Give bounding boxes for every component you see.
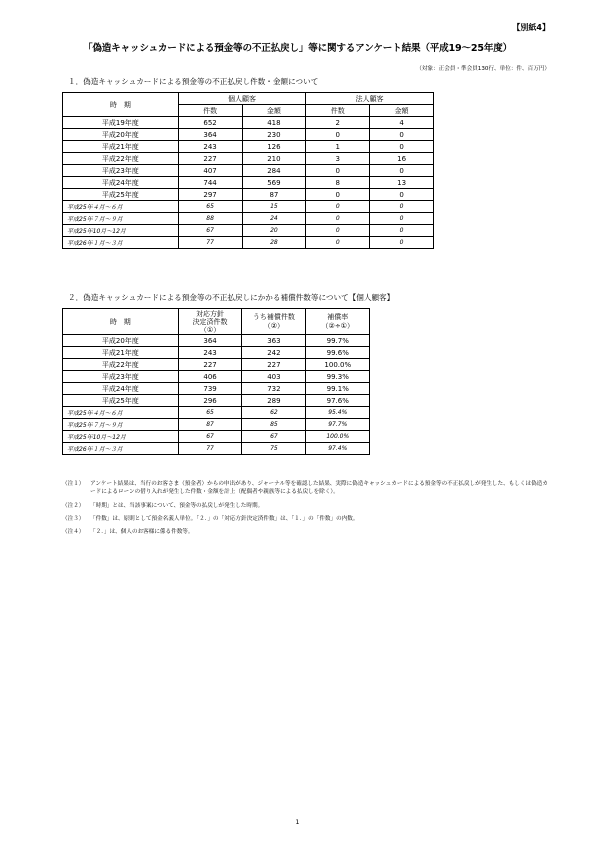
table-row [63,335,434,347]
note-key: （注３） [62,516,85,522]
cell-value: 0 [370,237,434,249]
header-compensated-l1: うち補償件数 [252,312,295,321]
cell-value: 95.4% [306,407,370,419]
cell-value: 97.4% [306,443,370,455]
cell-value: 0 [370,165,434,177]
cell-value: 88 [178,213,242,225]
row-label: 平成23年度 [63,371,179,383]
cell-value: 289 [242,395,306,407]
note-item [62,502,552,510]
header-decided-l1: 対応方針 [196,309,225,318]
cell-value: 364 [178,335,242,347]
cell-value: 3 [306,153,370,165]
cell-value: 67 [178,225,242,237]
subrow-label: 平成25年４月〜６月 [63,407,179,419]
cell-value: 403 [242,371,306,383]
cell-value: 8 [306,177,370,189]
table-subrow [63,443,434,455]
fraud-table [62,92,434,249]
table-row [63,153,434,165]
row-label: 平成25年度 [63,189,179,201]
row-label: 平成22年度 [63,153,179,165]
empty-cell [370,395,434,407]
cell-value: 1 [306,141,370,153]
cell-value: 0 [306,213,370,225]
cell-value: 99.6% [306,347,370,359]
row-label: 平成23年度 [63,165,179,177]
header-amount: 金額 [370,105,434,117]
empty-cell [370,309,434,335]
cell-value: 99.1% [306,383,370,395]
cell-value: 227 [242,359,306,371]
cell-value: 0 [370,201,434,213]
cell-value: 77 [178,237,242,249]
cell-value: 28 [242,237,306,249]
table-subrow [63,225,434,237]
cell-value: 87 [242,189,306,201]
note-text: アンケート結果は、当行のお客さま（預金者）からの申出があり、ジャーナル等を確認した結果、実際に偽造キャッシュカードによる預金等の不正払戻しが発生した、もしくは偽造カードによるローンの借り入れが発生した件数・金額を計上（配偶者や親族等による払戻しを除く）。 [90,481,548,495]
table-row [63,117,434,129]
header-decided-l3: （①） [199,325,221,334]
header-individual: 個人顧客 [178,93,306,105]
header-amount: 金額 [242,105,306,117]
cell-value: 67 [178,431,242,443]
cell-value: 97.6% [306,395,370,407]
row-label: 平成24年度 [63,177,179,189]
cell-value: 744 [178,177,242,189]
header-rate-l2: （②÷①） [321,321,354,330]
cell-value: 100.0% [306,359,370,371]
note-item [62,515,552,523]
subrow-label: 平成25年10月〜12月 [63,225,179,237]
scope-note: （対象：正会員・準会員130行、単位：件、百万円） [416,66,550,72]
cell-value: 0 [306,189,370,201]
cell-value: 99.7% [306,335,370,347]
empty-cell [370,431,434,443]
cell-value: 20 [242,225,306,237]
cell-value: 418 [242,117,306,129]
row-label: 平成20年度 [63,129,179,141]
cell-value: 210 [242,153,306,165]
cell-value: 230 [242,129,306,141]
cell-value: 99.3% [306,371,370,383]
table-row [63,359,434,371]
cell-value: 0 [370,189,434,201]
subrow-label: 平成26年１月〜３月 [63,443,179,455]
cell-value: 15 [242,201,306,213]
cell-value: 24 [242,213,306,225]
subrow-label: 平成26年１月〜３月 [63,237,179,249]
cell-value: 407 [178,165,242,177]
table-subrow [63,407,434,419]
subrow-label: 平成25年７月〜９月 [63,419,179,431]
cell-value: 243 [178,141,242,153]
cell-value: 75 [242,443,306,455]
table-row [63,395,434,407]
empty-cell [370,347,434,359]
row-label: 平成22年度 [63,359,179,371]
note-item [62,528,552,536]
cell-value: 297 [178,189,242,201]
cell-value: 0 [370,225,434,237]
note-key: （注４） [62,529,85,535]
empty-cell [370,419,434,431]
cell-value: 0 [306,237,370,249]
attachment-tag: 【別紙4】 [512,23,550,32]
cell-value: 100.0% [306,431,370,443]
cell-value: 13 [370,177,434,189]
cell-value: 0 [370,213,434,225]
header-decided [178,309,242,335]
cell-value: 97.7% [306,419,370,431]
cell-value: 126 [242,141,306,153]
empty-cell [370,443,434,455]
row-label: 平成25年度 [63,395,179,407]
note-text: 「時期」とは、当該事案について、預金等の払戻しが発生した時期。 [90,503,264,509]
header-compensated-l2: （②） [263,321,285,330]
cell-value: 0 [370,129,434,141]
table-row [63,371,434,383]
cell-value: 65 [178,407,242,419]
cell-value: 227 [178,153,242,165]
table-subrow [63,419,434,431]
row-label: 平成20年度 [63,335,179,347]
cell-value: 242 [242,347,306,359]
header-period: 時 期 [63,93,179,117]
table-row [63,189,434,201]
header-count: 件数 [306,105,370,117]
empty-cell [370,335,434,347]
empty-cell [370,407,434,419]
header-period: 時 期 [63,309,179,335]
table-row [63,165,434,177]
cell-value: 0 [306,129,370,141]
empty-cell [370,371,434,383]
row-label: 平成21年度 [63,347,179,359]
row-label: 平成24年度 [63,383,179,395]
table-row [63,129,434,141]
table-row [63,141,434,153]
cell-value: 0 [306,201,370,213]
note-text: 「件数」は、原則として預金名義人単位。「２．」の「対応方針決定済件数」は、「１．」の「件数」の内数。 [90,516,359,522]
cell-value: 85 [242,419,306,431]
header-corporate: 法人顧客 [306,93,434,105]
table-row [63,347,434,359]
cell-value: 77 [178,443,242,455]
cell-value: 284 [242,165,306,177]
notes [62,480,552,541]
cell-value: 0 [370,141,434,153]
row-label: 平成19年度 [63,117,179,129]
page-title: 「偽造キャッシュカードによる預金等の不正払戻し」等に関するアンケート結果（平成19〜25年度） [82,43,513,54]
cell-value: 364 [178,129,242,141]
cell-value: 65 [178,201,242,213]
subrow-label: 平成25年７月〜９月 [63,213,179,225]
table-row [63,383,434,395]
cell-value: 87 [178,419,242,431]
cell-value: 16 [370,153,434,165]
section1-heading: １．偽造キャッシュカードによる預金等の不正払戻し件数・金額について [68,77,319,86]
cell-value: 363 [242,335,306,347]
subrow-label: 平成25年10月〜12月 [63,431,179,443]
note-text: 「２．」は、個人のお客様に係る件数等。 [90,529,194,535]
cell-value: 732 [242,383,306,395]
note-key: （注２） [62,503,85,509]
table-subrow [63,431,434,443]
cell-value: 406 [178,371,242,383]
header-rate [306,309,370,335]
cell-value: 62 [242,407,306,419]
cell-value: 0 [306,165,370,177]
empty-cell [370,383,434,395]
cell-value: 569 [242,177,306,189]
subrow-label: 平成25年４月〜６月 [63,201,179,213]
table-row [63,177,434,189]
compensation-table [62,308,434,455]
header-count: 件数 [178,105,242,117]
cell-value: 4 [370,117,434,129]
note-item [62,480,552,496]
section2-heading: ２．偽造キャッシュカードによる預金等の不正払戻しにかかる補償件数等について【個人顧客】 [68,293,395,302]
cell-value: 243 [178,347,242,359]
cell-value: 652 [178,117,242,129]
note-key: （注１） [62,481,85,487]
table-subrow [63,237,434,249]
cell-value: 67 [242,431,306,443]
empty-cell [370,359,434,371]
cell-value: 296 [178,395,242,407]
cell-value: 227 [178,359,242,371]
cell-value: 2 [306,117,370,129]
cell-value: 0 [306,225,370,237]
header-rate-l1: 補償率 [327,312,349,321]
page-number: 1 [295,818,300,826]
table-subrow [63,213,434,225]
cell-value: 739 [178,383,242,395]
header-decided-l2: 決定済件数 [192,317,228,326]
row-label: 平成21年度 [63,141,179,153]
table-subrow [63,201,434,213]
header-compensated [242,309,306,335]
